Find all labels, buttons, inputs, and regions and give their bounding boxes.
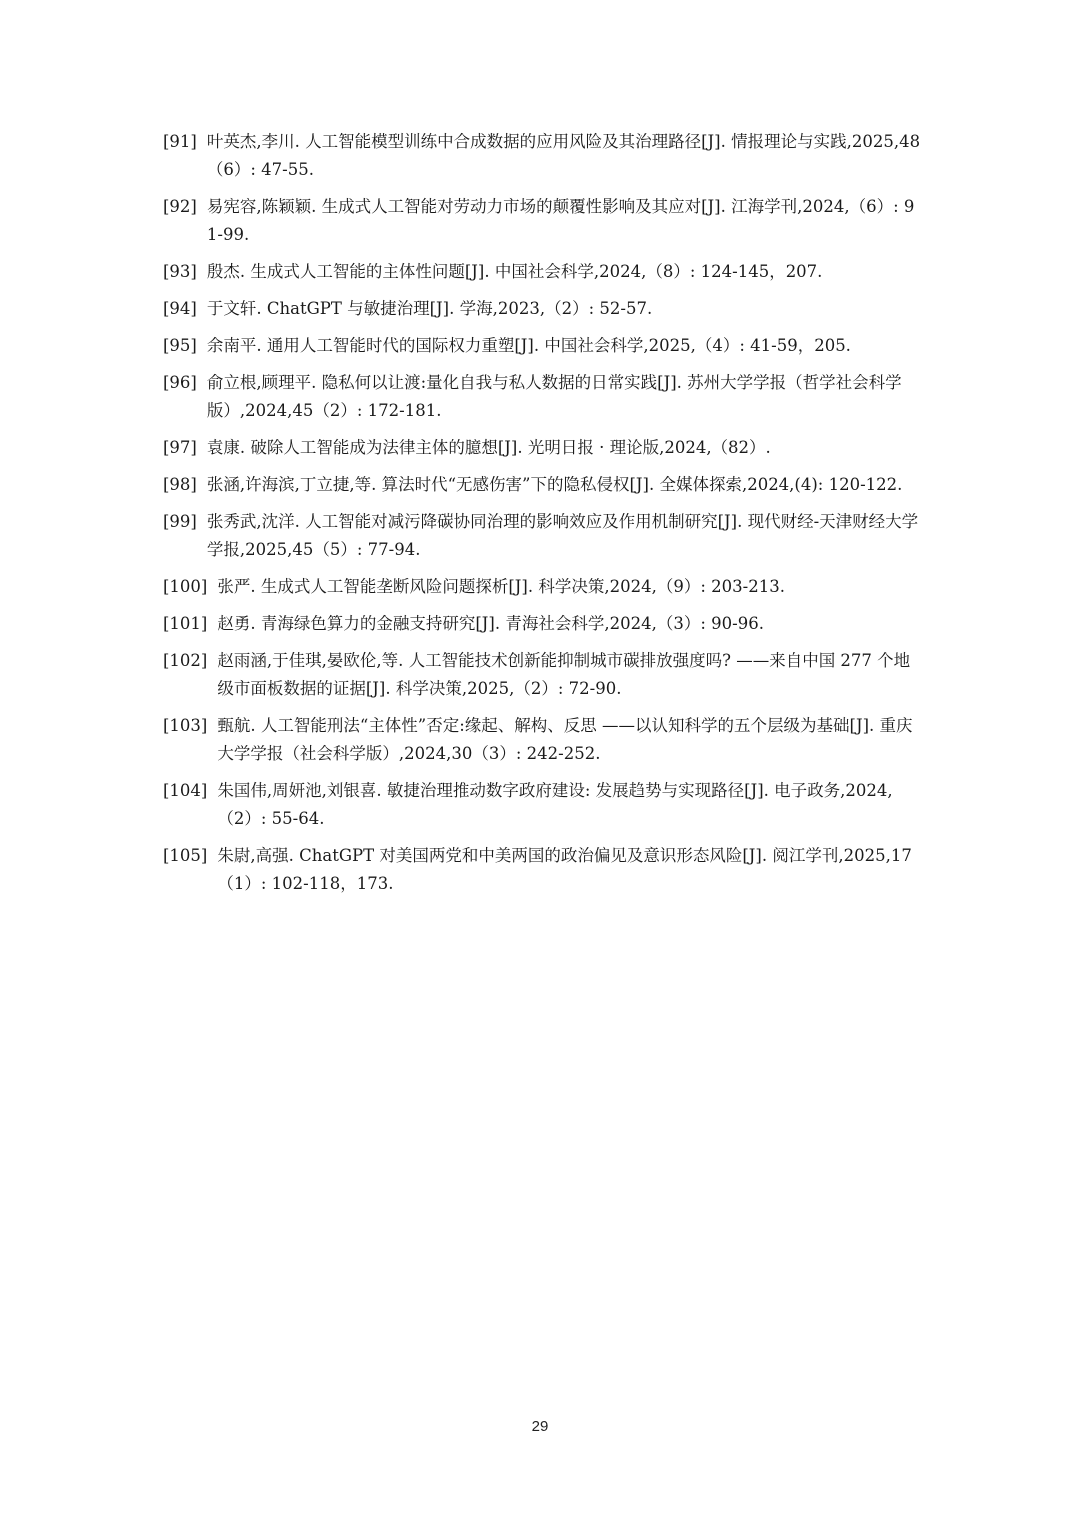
reference-number: [100] <box>163 577 208 596</box>
reference-item <box>163 573 923 601</box>
reference-text: 于文轩. ChatGPT 与敏捷治理[J]. 学海,2023,（2）: 52-57. <box>206 299 653 318</box>
reference-item <box>163 842 923 898</box>
reference-text: 赵勇. 青海绿色算力的金融支持研究[J]. 青海社会科学,2024,（3）: 90-96. <box>217 614 764 633</box>
reference-item <box>163 777 923 833</box>
reference-list <box>163 128 923 907</box>
reference-text: 张严. 生成式人工智能垄断风险问题探析[J]. 科学决策,2024,（9）: 203-213. <box>217 577 785 596</box>
reference-text: 俞立根,顾理平. 隐私何以让渡:量化自我与私人数据的日常实践[J]. 苏州大学学报（哲学社会科学版）,2024,45（2）: 172-181. <box>206 373 902 420</box>
reference-number: [97] <box>163 438 197 457</box>
reference-text: 张秀武,沈洋. 人工智能对减污降碳协同治理的影响效应及作用机制研究[J]. 现代财经-天津财经大学学报,2025,45（5）: 77-94. <box>206 512 919 559</box>
reference-text: 袁康. 破除人工智能成为法律主体的臆想[J]. 光明日报 · 理论版,2024,（82）. <box>206 438 771 457</box>
reference-item <box>163 369 923 425</box>
reference-number: [99] <box>163 512 197 531</box>
page-number: 29 <box>531 1418 549 1435</box>
reference-text: 赵雨涵,于佳琪,晏欧伦,等. 人工智能技术创新能抑制城市碳排放强度吗? ——来自中国 277 个地级市面板数据的证据[J]. 科学决策,2025,（2）: 72-90. <box>217 651 911 698</box>
reference-text: 叶英杰,李川. 人工智能模型训练中合成数据的应用风险及其治理路径[J]. 情报理论与实践,2025,48（6）: 47-55. <box>206 132 921 179</box>
reference-text: 易宪容,陈颖颖. 生成式人工智能对劳动力市场的颠覆性影响及其应对[J]. 江海学刊,2024,（6）: 91-99. <box>206 197 915 244</box>
reference-number: [96] <box>163 373 197 392</box>
reference-number: [92] <box>163 197 197 216</box>
reference-number: [104] <box>163 781 208 800</box>
reference-item <box>163 434 923 462</box>
reference-number: [93] <box>163 262 197 281</box>
reference-item <box>163 193 923 249</box>
reference-item <box>163 128 923 184</box>
reference-item <box>163 712 923 768</box>
reference-number: [95] <box>163 336 197 355</box>
reference-item <box>163 258 923 286</box>
reference-item <box>163 647 923 703</box>
reference-number: [98] <box>163 475 197 494</box>
reference-number: [103] <box>163 716 208 735</box>
reference-text: 朱尉,高强. ChatGPT 对美国两党和中美两国的政治偏见及意识形态风险[J]. 阅江学刊,2025,17（1）: 102-118，173. <box>217 846 912 893</box>
reference-item <box>163 610 923 638</box>
reference-text: 朱国伟,周妍池,刘银喜. 敏捷治理推动数字政府建设: 发展趋势与实现路径[J]. 电子政务,2024,（2）: 55-64. <box>217 781 893 828</box>
reference-number: [102] <box>163 651 208 670</box>
reference-text: 甄航. 人工智能刑法“主体性”否定:缘起、解构、反思 ——以认知科学的五个层级为基础[J]. 重庆大学学报（社会科学版）,2024,30（3）: 242-252. <box>217 716 913 763</box>
reference-text: 余南平. 通用人工智能时代的国际权力重塑[J]. 中国社会科学,2025,（4）: 41-59，205. <box>206 336 851 355</box>
reference-item <box>163 295 923 323</box>
reference-number: [105] <box>163 846 208 865</box>
reference-number: [91] <box>163 132 197 151</box>
reference-item <box>163 332 923 360</box>
reference-number: [101] <box>163 614 208 633</box>
reference-text: 张涵,许海滨,丁立捷,等. 算法时代“无感伤害”下的隐私侵权[J]. 全媒体探索,2024,(4): 120-122. <box>206 475 903 494</box>
reference-item <box>163 508 923 564</box>
reference-item <box>163 471 923 499</box>
reference-number: [94] <box>163 299 197 318</box>
reference-text: 殷杰. 生成式人工智能的主体性问题[J]. 中国社会科学,2024,（8）: 124-145，207. <box>206 262 823 281</box>
